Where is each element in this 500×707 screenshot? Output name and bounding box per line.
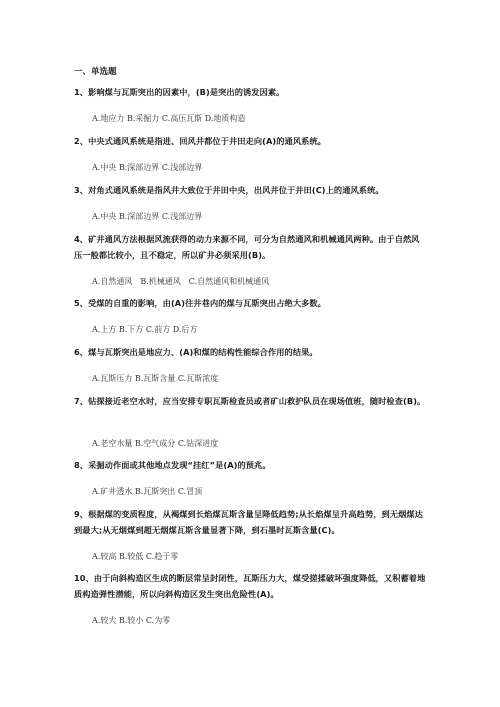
question-1-options: A.地应力 B.采掘力 C.高压瓦斯 D.地质构造 — [92, 114, 246, 123]
question-2-options: A.中央 B.深部边界 C.浅部边界 — [92, 163, 203, 172]
question-6-options: A.瓦斯压力 B.瓦斯含量 C.瓦斯浓度 — [92, 374, 219, 383]
question-5-options: A.上方 B.下方 C.前方 D.后方 — [92, 325, 198, 334]
question-10-options: A.较大 B.较小 C.为零 — [92, 616, 171, 625]
section-title: 一、单选题 — [74, 67, 117, 77]
question-4-options: A.自然通风 B.机械通风 C.自然通风和机械通风 — [92, 277, 270, 286]
question-8-options: A.矿井透水 B.瓦斯突出 C.冒顶 — [92, 487, 203, 496]
question-7-options: A.老空水量 B.空气成分 C.钻深进度 — [92, 439, 219, 448]
question-1: 1、影响煤与瓦斯突出的因素中，(B)是突出的诱发因素。 — [74, 87, 285, 97]
question-10: 10、由于向斜构造区生成的断层常呈封闭性，瓦斯压力大，煤受搓揉破坏强度降低，又积蓄着地质构造弹性潜能，所以向斜构造区发生突出危险性(A)。 — [74, 573, 426, 599]
question-2: 2、中央式通风系统是指进、回风井都位于井田走向(A)的通风系统。 — [74, 136, 326, 146]
question-3-options: A.中央 B.深部边界 C.浅部边界 — [92, 212, 203, 221]
question-8: 8、采掘动作面或其他地点发现“挂红”是(A)的预兆。 — [74, 460, 271, 470]
question-5: 5、受煤的自重的影响，由(A)往井巷内的煤与瓦斯突出占绝大多数。 — [74, 298, 326, 308]
question-4: 4、矿井通风方法根据风流获得的动力来源不同，可分为自然通风和机械通风两种。由于自然风压一般都比较小，且不稳定，所以矿井必须采用(B)。 — [74, 234, 420, 260]
question-9-options: A.较高 B.较低 C.趋于零 — [92, 552, 179, 561]
question-7: 7、钻探接近老空水时，应当安排专职瓦斯检查员或者矿山救护队员在现场值班，随时检查(B)。 — [74, 396, 426, 406]
question-6: 6、煤与瓦斯突出是地应力、(A)和煤的结构性能综合作用的结果。 — [74, 347, 318, 357]
question-9: 9、根据煤的变质程度，从褐煤到长焰煤瓦斯含量呈降低趋势;从长焰煤呈升高趋势，到无烟煤达到最大;从无烟煤到超无烟煤瓦斯含量显著下降，到石墨时瓦斯含量(C)。 — [74, 509, 423, 535]
question-3: 3、对角式通风系统是指风井大致位于井田中央，出风井位于井田(C)上的通风系统。 — [74, 185, 384, 195]
